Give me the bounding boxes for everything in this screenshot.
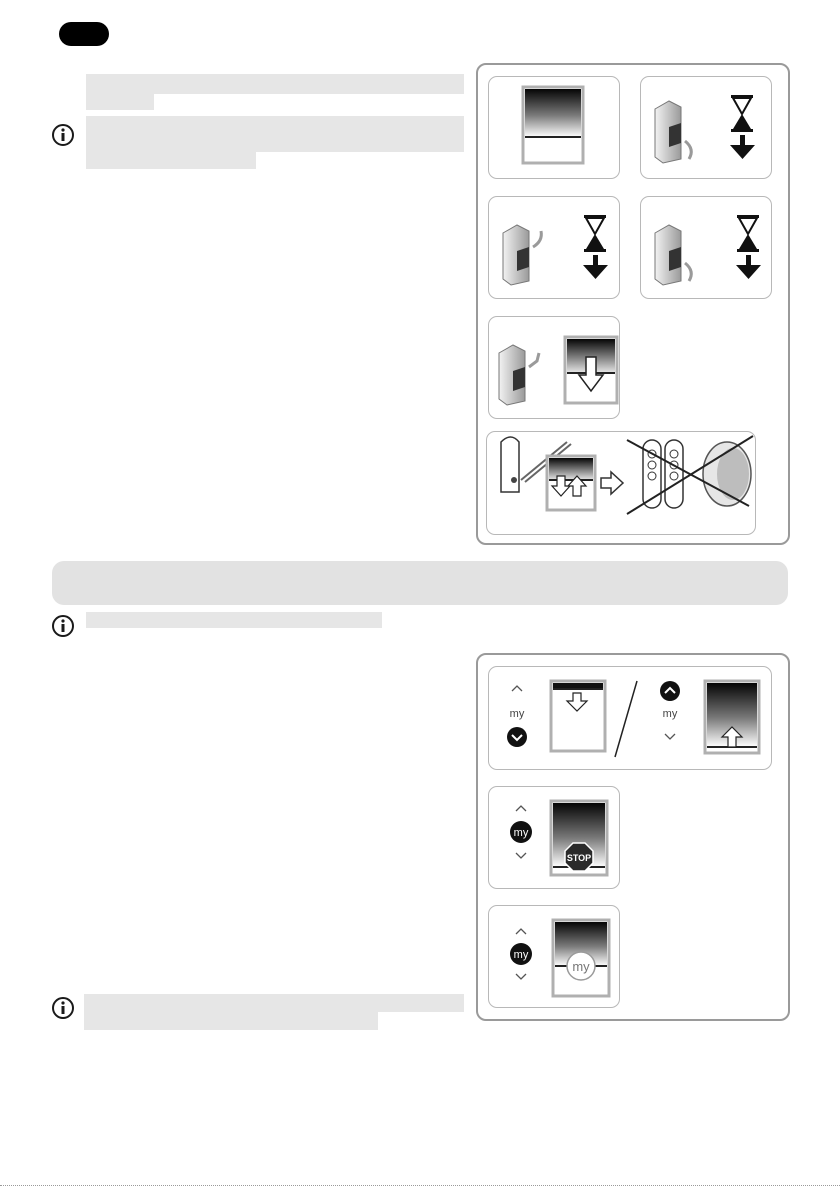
chevron-up-icon	[516, 929, 526, 934]
chevron-down-icon	[516, 853, 526, 858]
text-line-redacted	[84, 994, 464, 1012]
chevron-down-icon	[516, 974, 526, 979]
section-title-bar	[52, 561, 788, 605]
step-box-breaker-on-wait	[488, 196, 620, 299]
step-box-down-up	[488, 666, 772, 770]
remote-my-label: my	[662, 708, 678, 720]
step-box-my-position	[488, 905, 620, 1008]
arrow-down-icon	[736, 255, 761, 279]
circuit-breaker-icon	[655, 101, 691, 163]
circuit-breaker-icon	[655, 225, 691, 285]
my-position-badge-icon	[567, 952, 595, 980]
remote-buttons-my-active	[510, 806, 532, 858]
remote-buttons-down-active	[507, 686, 527, 747]
text-line-redacted	[84, 1012, 378, 1030]
remote-up-button-icon	[660, 681, 680, 701]
text-line-redacted	[86, 612, 382, 628]
arrow-right-icon	[601, 472, 623, 494]
step-box-no-remote	[486, 431, 756, 535]
language-badge	[59, 22, 109, 46]
blind-icon	[547, 456, 595, 510]
arrow-down-icon	[730, 135, 755, 159]
my-position-label: my	[572, 959, 590, 974]
chevron-up-icon	[516, 806, 526, 811]
remote-buttons-my-active	[510, 929, 532, 979]
hourglass-icon	[737, 215, 759, 252]
info-icon	[51, 996, 75, 1020]
divider-slash	[615, 681, 637, 757]
text-line-redacted	[86, 152, 256, 169]
text-line-redacted	[86, 94, 154, 110]
remote-my-label: my	[513, 949, 529, 961]
hourglass-icon	[584, 215, 606, 252]
step-box-breaker-on-blind-moves	[488, 316, 620, 419]
text-line-redacted	[86, 116, 464, 152]
blind-icon	[705, 681, 759, 753]
remote-control-icon	[643, 440, 683, 508]
stop-label: STOP	[566, 853, 592, 863]
chevron-down-icon	[665, 734, 675, 739]
chevron-up-icon	[512, 686, 522, 691]
blind-icon	[489, 77, 619, 178]
step-box-breaker-off-wait-2	[640, 196, 772, 299]
remote-my-label: my	[513, 827, 529, 839]
step-box-stop	[488, 786, 620, 889]
remote-my-label: my	[509, 708, 525, 720]
page-edge-rule	[0, 1185, 840, 1187]
blind-icon	[551, 681, 605, 751]
arrow-down-icon	[583, 255, 608, 279]
remote-buttons-up-active	[660, 681, 680, 739]
stop-sign-icon	[565, 843, 593, 871]
text-line-redacted	[86, 74, 464, 94]
step-box-blind-open	[488, 76, 620, 179]
info-icon	[51, 614, 75, 638]
info-icon	[51, 123, 75, 147]
circuit-breaker-icon	[503, 225, 541, 285]
step-box-breaker-off-wait	[640, 76, 772, 179]
circuit-breaker-icon	[499, 345, 539, 405]
hourglass-icon	[731, 95, 753, 132]
remote-down-button-icon	[507, 727, 527, 747]
